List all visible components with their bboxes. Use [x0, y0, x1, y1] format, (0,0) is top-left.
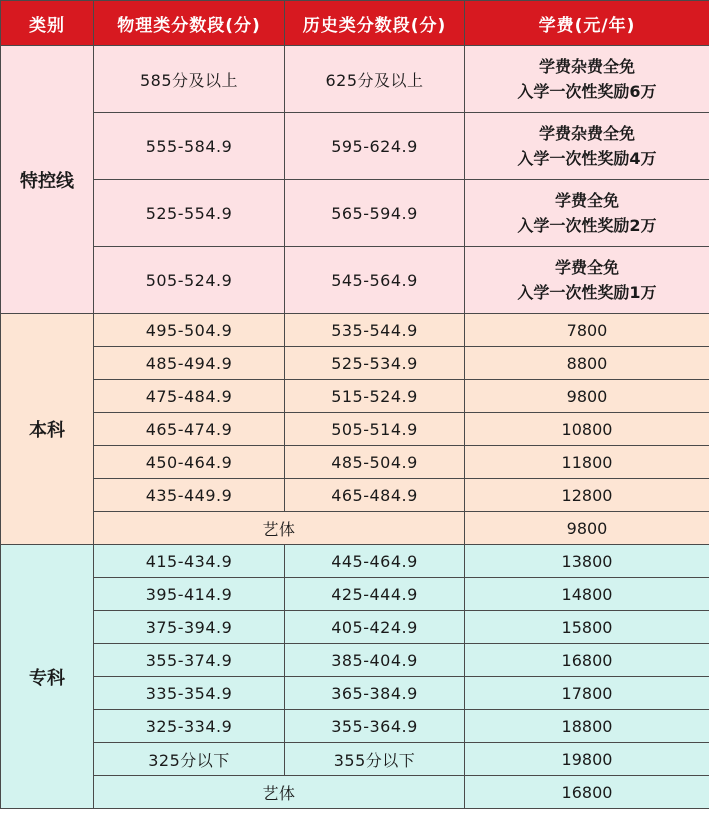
physics-score: 375-394.9 — [94, 611, 285, 644]
physics-score: 415-434.9 — [94, 545, 285, 578]
fee-value: 18800 — [465, 710, 709, 743]
fee-value: 9800 — [465, 512, 709, 545]
table-row — [1, 479, 709, 512]
physics-score: 355-374.9 — [94, 644, 285, 677]
fee-value: 16800 — [465, 776, 709, 809]
fee-value: 15800 — [465, 611, 709, 644]
history-score: 625分及以上 — [285, 46, 465, 113]
physics-score: 485-494.9 — [94, 347, 285, 380]
physics-score: 465-474.9 — [94, 413, 285, 446]
fee-award — [465, 247, 709, 314]
fee-value: 19800 — [465, 743, 709, 776]
history-score: 505-514.9 — [285, 413, 465, 446]
table-row — [1, 446, 709, 479]
physics-score: 585分及以上 — [94, 46, 285, 113]
fee-value: 8800 — [465, 347, 709, 380]
history-score: 565-594.9 — [285, 180, 465, 247]
table-row — [1, 413, 709, 446]
physics-score: 475-484.9 — [94, 380, 285, 413]
table-row — [1, 578, 709, 611]
history-score: 425-444.9 — [285, 578, 465, 611]
history-score: 595-624.9 — [285, 113, 465, 180]
table-row — [1, 611, 709, 644]
fee-value: 14800 — [465, 578, 709, 611]
history-score: 465-484.9 — [285, 479, 465, 512]
table-row — [1, 314, 709, 347]
table-row-art — [1, 776, 709, 809]
physics-score: 450-464.9 — [94, 446, 285, 479]
table-row — [1, 347, 709, 380]
table-row — [1, 677, 709, 710]
art-label: 艺体 — [94, 512, 465, 545]
fee-award — [465, 113, 709, 180]
table-row — [1, 113, 709, 180]
history-score: 385-404.9 — [285, 644, 465, 677]
fee-award-line2: 入学一次性奖励4万 — [517, 149, 657, 168]
fee-value: 10800 — [465, 413, 709, 446]
header-fee: 学费(元/年) — [465, 1, 709, 46]
history-score: 355分以下 — [285, 743, 465, 776]
fee-award-line2: 入学一次性奖励1万 — [517, 283, 657, 302]
physics-score: 335-354.9 — [94, 677, 285, 710]
table-row — [1, 710, 709, 743]
history-score: 535-544.9 — [285, 314, 465, 347]
header-category: 类别 — [1, 1, 94, 46]
category-benke: 本科 — [1, 314, 94, 545]
history-score: 405-424.9 — [285, 611, 465, 644]
history-score: 445-464.9 — [285, 545, 465, 578]
physics-score: 555-584.9 — [94, 113, 285, 180]
table-row-art — [1, 512, 709, 545]
fee-award-line1: 学费全免 — [554, 191, 619, 210]
fee-value: 11800 — [465, 446, 709, 479]
fee-value: 12800 — [465, 479, 709, 512]
header-history: 历史类分数段(分) — [285, 1, 465, 46]
fee-award-line2: 入学一次性奖励6万 — [517, 82, 657, 101]
header-row — [1, 1, 709, 46]
fee-value: 7800 — [465, 314, 709, 347]
fee-value: 13800 — [465, 545, 709, 578]
category-tekong: 特控线 — [1, 46, 94, 314]
fee-value: 9800 — [465, 380, 709, 413]
fee-value: 16800 — [465, 644, 709, 677]
table-row — [1, 644, 709, 677]
physics-score: 495-504.9 — [94, 314, 285, 347]
history-score: 485-504.9 — [285, 446, 465, 479]
category-zhuanke: 专科 — [1, 545, 94, 809]
physics-score: 525-554.9 — [94, 180, 285, 247]
fee-award-line1: 学费杂费全免 — [538, 124, 635, 143]
table-row — [1, 247, 709, 314]
history-score: 545-564.9 — [285, 247, 465, 314]
history-score: 525-534.9 — [285, 347, 465, 380]
fee-award-line1: 学费全免 — [554, 258, 619, 277]
physics-score: 325分以下 — [94, 743, 285, 776]
history-score: 365-384.9 — [285, 677, 465, 710]
fee-award-line2: 入学一次性奖励2万 — [517, 216, 657, 235]
physics-score: 325-334.9 — [94, 710, 285, 743]
fee-award — [465, 46, 709, 113]
physics-score: 435-449.9 — [94, 479, 285, 512]
history-score: 515-524.9 — [285, 380, 465, 413]
table-row — [1, 743, 709, 776]
fee-value: 17800 — [465, 677, 709, 710]
table-row — [1, 545, 709, 578]
physics-score: 505-524.9 — [94, 247, 285, 314]
table-row — [1, 380, 709, 413]
fee-award — [465, 180, 709, 247]
physics-score: 395-414.9 — [94, 578, 285, 611]
fee-award-line1: 学费杂费全免 — [538, 57, 635, 76]
history-score: 355-364.9 — [285, 710, 465, 743]
table-row — [1, 180, 709, 247]
table-row — [1, 46, 709, 113]
art-label: 艺体 — [94, 776, 465, 809]
header-physics: 物理类分数段(分) — [94, 1, 285, 46]
